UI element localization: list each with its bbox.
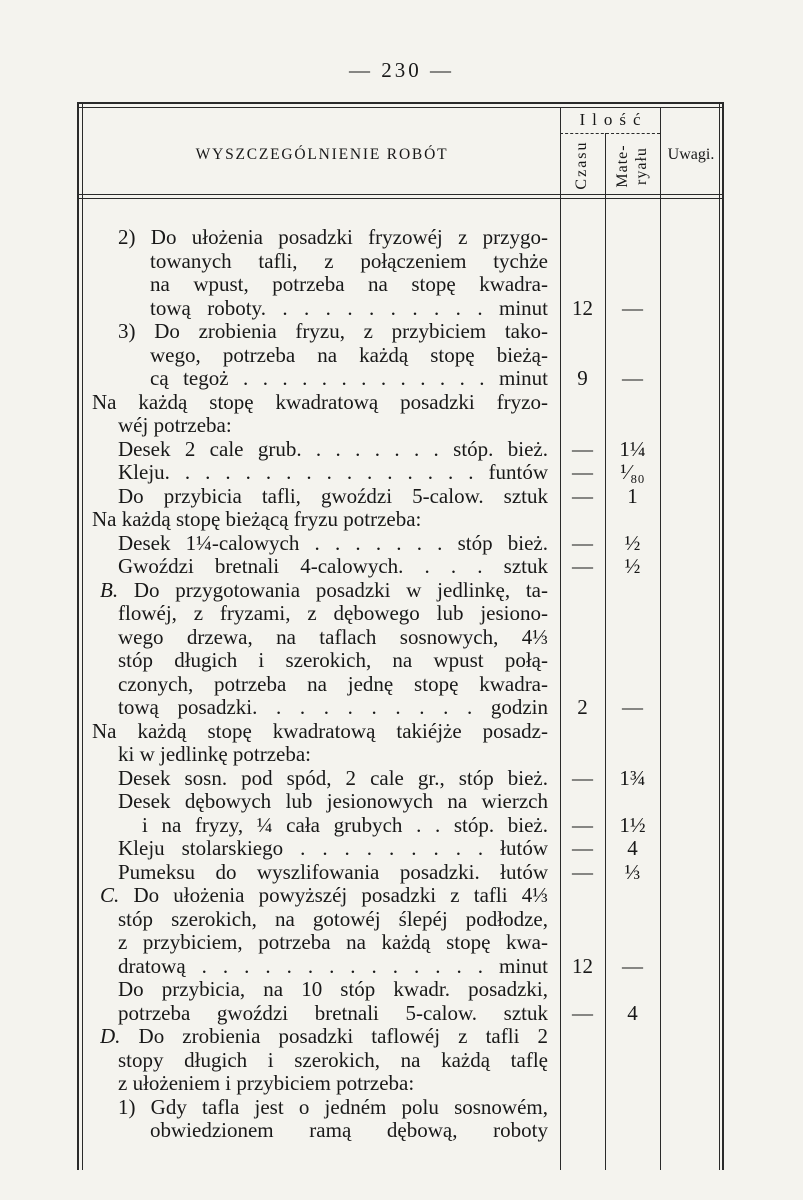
row-description [118,602,548,626]
row-description [142,814,548,838]
row-text: Kleju stolarskiego . . . . . . . . . łutów [118,837,548,860]
row-description [118,555,548,579]
table-row [0,790,803,814]
table-row [0,837,803,861]
table-row [0,391,803,415]
table-row [0,955,803,979]
time-value: — [572,554,593,578]
row-text: Desek dębowych lub jesionowych na wierzch [118,790,548,813]
row-text: tową posadzki. . . . . . . . . . godzin [118,696,548,719]
table-row [0,1025,803,1049]
table-row [0,861,803,885]
row-text: Na każdą stopę bieżącą fryzu potrzeba: [92,508,422,531]
time-value: — [572,812,593,837]
row-text: flowéj, z fryzami, z dębowego lub jesiono- [118,602,548,625]
material-value: 1¼ [619,436,646,461]
row-text: Desek sosn. pod spód, 2 cale gr., stóp bież. [118,766,548,790]
row-text: towanych tafli, z połączeniem tychże [150,249,548,273]
material-value: — [622,366,643,390]
table-row [0,414,803,438]
table-row [0,814,803,838]
material-value: 1 [627,483,638,508]
time-value: 9 [577,366,588,390]
row-description [92,508,548,532]
row-text: czonych, potrzeba na jednę stopę kwadra- [118,672,548,696]
row-text: dratową . . . . . . . . . . . . . . minut [118,954,548,978]
row-text: z przybiciem, potrzeba na każdą stopę kwa- [118,931,548,954]
time-value: — [572,436,593,461]
row-text: z ułożeniem i przybiciem potrzeba: [118,1072,415,1095]
table-row [0,461,803,485]
material-value: 1½ [619,812,646,837]
row-description [150,250,548,274]
time-value: — [572,1000,593,1025]
table-row [0,884,803,908]
header-material-line-2: ryału [633,147,650,185]
row-text: Kleju. . . . . . . . . . . . . . . . funtów [118,461,548,484]
row-text: stóp długich i szerokich, na wpust połą- [118,649,548,672]
row-description [118,414,548,438]
header-material-line-1: Mate- [614,144,631,188]
row-description [100,1025,548,1049]
row-text: ki w jedlinkę potrzeba: [118,743,312,766]
time-value: 12 [572,953,593,978]
table-row [0,908,803,932]
material-value: — [622,295,643,320]
time-value: — [572,530,593,555]
row-text: obwiedzionem ramą dębową, roboty [150,1119,548,1142]
row-description [118,767,548,791]
row-description [92,391,548,415]
row-description [118,532,548,556]
row-description [118,790,548,814]
row-text: Do zrobienia posadzki taflowéj z tafli 2 [138,1025,548,1048]
time-value: — [572,460,593,484]
time-value: — [572,859,593,884]
table-row [0,273,803,297]
row-text: Do przygotowania posadzki w jedlinkę, ta- [133,578,548,602]
table-row [0,438,803,462]
row-description [118,226,548,250]
row-text: potrzeba gwoździ bretnali 5-calow. sztuk [118,1001,548,1025]
row-text: 3) Do zrobienia fryzu, z przybiciem tako- [118,320,548,343]
row-description [118,320,548,344]
row-text: tową roboty. . . . . . . . . . . minut [150,296,548,320]
row-description [118,626,548,650]
table-top-rule-inner [78,107,724,108]
table-row [0,367,803,391]
header-quantity: Ilość [579,110,648,129]
table-row [0,250,803,274]
table-row [0,579,803,603]
row-text: 1) Gdy tafla jest o jedném polu sosnowém, [118,1095,548,1119]
table-row [0,767,803,791]
table-row [0,1002,803,1026]
table-row [0,297,803,321]
row-description [118,861,548,885]
row-description [92,720,548,744]
row-description [118,743,548,767]
row-description [150,344,548,368]
row-description [118,673,548,697]
material-value: 4 [627,836,638,860]
section-marker: D. [100,1025,121,1048]
row-description [100,884,548,908]
material-value: ½ [624,530,641,555]
row-text: stóp szerokich, na gotowéj ślepéj podłodze, [118,907,548,931]
table-row [0,1096,803,1120]
row-description [118,438,548,462]
row-description [150,297,548,321]
row-text: Do przybicia, na 10 stóp kwadr. posadzki, [118,978,548,1001]
row-description [118,1002,548,1026]
row-description [150,1119,548,1143]
table-row [0,720,803,744]
row-description [150,273,548,297]
row-description [118,978,548,1002]
table-row [0,344,803,368]
row-description [118,649,548,673]
header-description: WYSZCZEGÓLNIENIE ROBÓT [195,146,449,163]
table-row [0,1119,803,1143]
table-top-rule [78,102,724,104]
row-text: cą tegoż . . . . . . . . . . . . . minut [150,367,548,390]
header-remarks: Uwagi. [667,146,715,163]
time-value: — [572,836,593,860]
row-text: stopy długich i szerokich, na każdą taflę [118,1048,548,1072]
table-row [0,555,803,579]
row-description [118,696,548,720]
table-row [0,978,803,1002]
row-description [118,908,548,932]
table-row [0,320,803,344]
table-row [0,532,803,556]
row-description [118,1096,548,1120]
row-text: Na każdą stopę kwadratową takiéjże posadz- [92,719,548,743]
header-material [613,131,651,201]
row-text: Gwoździ bretnali 4-calowych. . . . sztuk [118,555,548,578]
time-value: — [572,483,593,508]
material-value: ¹⁄₈₀ [620,460,645,484]
row-text: Do przybicia tafli, gwoździ 5-calow. sztuk [118,484,548,508]
header-time: Czasu [573,140,590,190]
row-text: Na każdą stopę kwadratową posadzki fryzo- [92,390,548,414]
table-body [0,226,803,1143]
row-text: wego, potrzeba na każdą stopę bieżą- [150,343,548,367]
row-description [118,1049,548,1073]
row-text: wego drzewa, na taflach sosnowych, 4⅓ [118,625,548,649]
row-text: na wpust, potrzeba na stopę kwadra- [150,273,548,296]
page-number: — 230 — [349,58,454,82]
row-text: Desek 2 cale grub. . . . . . . . stóp. bież. [118,437,548,461]
table-row [0,1049,803,1073]
material-value: 1¾ [619,765,646,790]
material-value: — [622,695,643,719]
table-row [0,226,803,250]
row-description [118,485,548,509]
section-marker: C. [100,884,120,907]
row-text: Pumeksu do wyszlifowania posadzki. łutów [118,860,548,884]
material-value: ½ [624,554,641,578]
table-row [0,1072,803,1096]
row-description [118,837,548,861]
time-value: — [572,765,593,790]
table-row [0,649,803,673]
material-value: 4 [627,1000,638,1025]
row-description [118,461,548,485]
row-text: Desek 1¼-calowych . . . . . . . stóp bież. [118,531,548,555]
row-text: wéj potrzeba: [118,414,232,437]
row-description [118,931,548,955]
section-marker: B. [100,578,119,602]
row-description [150,367,548,391]
material-value: — [622,953,643,978]
table-row [0,743,803,767]
table-row [0,931,803,955]
row-text: Do ułożenia powyższéj posadzki z tafli 4⅓ [133,884,548,907]
table-row [0,602,803,626]
row-text: i na fryzy, ¼ cała grubych . . stóp. bież. [142,813,548,837]
material-value: ⅓ [624,859,641,884]
row-text: 2) Do ułożenia posadzki fryzowéj z przygo- [118,226,548,249]
time-value: 12 [572,295,593,320]
table-row [0,626,803,650]
row-description [100,579,548,603]
time-value: 2 [577,695,588,719]
table-row [0,485,803,509]
table-row [0,673,803,697]
table-row [0,508,803,532]
row-description [118,1072,548,1096]
table-row [0,696,803,720]
row-description [118,955,548,979]
